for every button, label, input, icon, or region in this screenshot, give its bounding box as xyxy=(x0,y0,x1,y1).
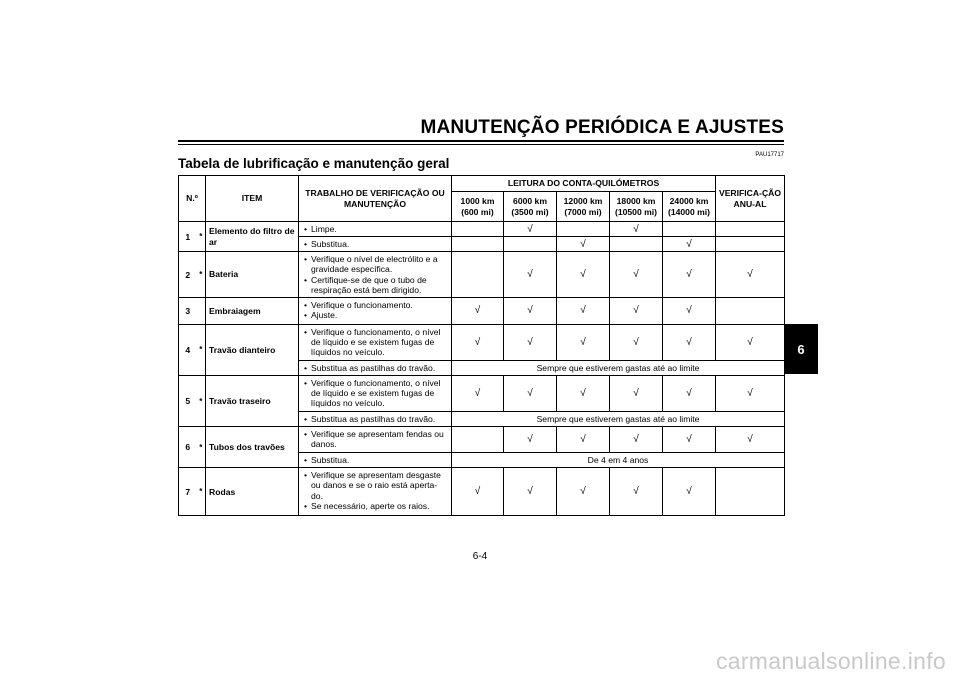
check-cell: √ xyxy=(504,427,557,453)
merged-interval: Sempre que estiverem gastas até ao limite xyxy=(452,360,785,375)
check-cell: √ xyxy=(504,222,557,237)
col-header-work: TRABALHO DE VERIFICAÇÃO OU MANUTENÇÃO xyxy=(299,176,452,222)
row-number: 5 xyxy=(179,375,197,426)
row-star xyxy=(197,297,206,324)
row-work xyxy=(299,222,452,237)
check-cell: √ xyxy=(452,324,504,360)
work-bullet: • Verifique o nível de electrólito e a gravidade específica. xyxy=(311,254,448,274)
check-cell xyxy=(716,237,785,252)
row-item: Embraiagem xyxy=(206,297,299,324)
check-cell: √ xyxy=(663,297,716,324)
row-work xyxy=(299,453,452,468)
table-row xyxy=(179,375,785,411)
page-number: 6-4 xyxy=(472,551,488,562)
mi-value: (7000 mi) xyxy=(564,206,602,217)
work-bullet: • Verifique se apresentam desgaste ou danos e se o raio está aperta-do. xyxy=(311,470,448,500)
row-work xyxy=(299,252,452,298)
check-cell: √ xyxy=(663,252,716,298)
col-header-no: N.º xyxy=(179,176,206,222)
row-item: Elemento do filtro de ar xyxy=(206,222,299,252)
work-bullet: • Certifique-se de que o tubo de respiração está bem dirigido. xyxy=(311,275,448,295)
check-cell: √ xyxy=(663,375,716,411)
col-header-km xyxy=(557,192,610,222)
check-cell xyxy=(557,222,610,237)
work-bullet: • Verifique o funcionamento. xyxy=(311,300,448,310)
check-cell xyxy=(452,427,504,453)
row-work xyxy=(299,411,452,426)
km-value: 18000 km xyxy=(616,196,656,207)
merged-interval: Sempre que estiverem gastas até ao limite xyxy=(452,411,785,426)
check-cell: √ xyxy=(504,375,557,411)
check-cell: √ xyxy=(557,468,610,516)
chapter-tab: 6 xyxy=(784,324,818,374)
table-row xyxy=(179,297,785,324)
work-bullet: • Limpe. xyxy=(311,224,448,234)
row-star: * xyxy=(197,222,206,252)
km-value: 24000 km xyxy=(669,196,709,207)
check-cell xyxy=(504,237,557,252)
row-star: * xyxy=(197,468,206,516)
work-bullet: • Substitua. xyxy=(311,455,448,465)
row-number: 2 xyxy=(179,252,197,298)
row-item: Tubos dos travões xyxy=(206,427,299,468)
check-cell xyxy=(716,468,785,516)
check-cell: √ xyxy=(504,252,557,298)
check-cell: √ xyxy=(504,468,557,516)
col-header-km xyxy=(610,192,663,222)
check-cell: √ xyxy=(557,375,610,411)
row-number: 4 xyxy=(179,324,197,375)
check-cell: √ xyxy=(610,427,663,453)
table-row xyxy=(179,252,785,298)
col-header-odometer: LEITURA DO CONTA-QUILÓMETROS xyxy=(452,176,716,192)
check-cell: √ xyxy=(663,468,716,516)
check-cell xyxy=(716,222,785,237)
check-cell: √ xyxy=(452,297,504,324)
watermark: carmanualsonline.info xyxy=(715,648,946,674)
row-work xyxy=(299,360,452,375)
check-cell: √ xyxy=(610,252,663,298)
check-cell: √ xyxy=(557,324,610,360)
check-cell xyxy=(452,252,504,298)
check-cell xyxy=(716,297,785,324)
check-cell: √ xyxy=(663,427,716,453)
check-cell: √ xyxy=(557,297,610,324)
page-header-title: MANUTENÇÃO PERIÓDICA E AJUSTES xyxy=(420,117,784,138)
check-cell: √ xyxy=(452,468,504,516)
row-star: * xyxy=(197,427,206,468)
row-star: * xyxy=(197,375,206,426)
check-cell: √ xyxy=(610,297,663,324)
row-item: Travão traseiro xyxy=(206,375,299,426)
check-cell: √ xyxy=(610,222,663,237)
col-header-annual: VERIFICA-ÇÃO ANU-AL xyxy=(716,176,785,222)
row-work xyxy=(299,324,452,360)
check-cell: √ xyxy=(610,375,663,411)
check-cell xyxy=(663,222,716,237)
check-cell: √ xyxy=(504,297,557,324)
table-row xyxy=(179,427,785,453)
row-item: Bateria xyxy=(206,252,299,298)
row-star: * xyxy=(197,324,206,375)
section-code: PAU17717 xyxy=(755,152,784,158)
table-row xyxy=(179,324,785,360)
row-work xyxy=(299,237,452,252)
row-number: 3 xyxy=(179,297,197,324)
check-cell: √ xyxy=(610,324,663,360)
table-row xyxy=(179,468,785,516)
row-work xyxy=(299,468,452,516)
mi-value: (3500 mi) xyxy=(511,206,549,217)
check-cell: √ xyxy=(610,468,663,516)
km-value: 1000 km xyxy=(460,196,495,207)
col-header-km xyxy=(504,192,557,222)
check-cell: √ xyxy=(557,427,610,453)
col-header-km xyxy=(663,192,716,222)
check-cell xyxy=(610,237,663,252)
mi-value: (600 mi) xyxy=(461,206,494,217)
row-number: 1 xyxy=(179,222,197,252)
work-bullet: • Substitua as pastilhas do travão. xyxy=(311,414,448,424)
check-cell: √ xyxy=(557,237,610,252)
km-value: 12000 km xyxy=(563,196,603,207)
work-bullet: • Verifique o funcionamento, o nível de líquido e se existem fugas de líquidos no veículo. xyxy=(311,378,448,408)
check-cell: √ xyxy=(504,324,557,360)
work-bullet: • Ajuste. xyxy=(311,310,448,320)
row-work xyxy=(299,427,452,453)
check-cell: √ xyxy=(716,252,785,298)
check-cell: √ xyxy=(716,324,785,360)
work-bullet: • Se necessário, aperte os raios. xyxy=(311,501,448,511)
work-bullet: • Verifique se apresentam fendas ou danos. xyxy=(311,429,448,449)
table-row xyxy=(179,222,785,237)
header-rule-thin xyxy=(178,144,784,145)
row-item: Travão dianteiro xyxy=(206,324,299,375)
km-value: 6000 km xyxy=(513,196,547,207)
header-rule-thick xyxy=(178,140,784,142)
maintenance-table xyxy=(178,175,785,516)
check-cell: √ xyxy=(716,427,785,453)
row-star: * xyxy=(197,252,206,298)
check-cell: √ xyxy=(663,237,716,252)
work-bullet: • Substitua as pastilhas do travão. xyxy=(311,363,448,373)
work-bullet: • Verifique o funcionamento, o nível de líquido e se existem fugas de líquidos no veículo. xyxy=(311,327,448,357)
check-cell xyxy=(452,222,504,237)
mi-value: (10500 mi) xyxy=(614,206,658,217)
check-cell xyxy=(452,237,504,252)
row-number: 6 xyxy=(179,427,197,468)
check-cell: √ xyxy=(452,375,504,411)
work-bullet: • Substitua. xyxy=(311,239,448,249)
check-cell: √ xyxy=(663,324,716,360)
row-item: Rodas xyxy=(206,468,299,516)
mi-value: (14000 mi) xyxy=(667,206,711,217)
row-work xyxy=(299,297,452,324)
check-cell: √ xyxy=(557,252,610,298)
check-cell: √ xyxy=(716,375,785,411)
row-work xyxy=(299,375,452,411)
col-header-km xyxy=(452,192,504,222)
merged-interval: De 4 em 4 anos xyxy=(452,453,785,468)
row-number: 7 xyxy=(179,468,197,516)
col-header-item: ITEM xyxy=(206,176,299,222)
table-title: Tabela de lubrificação e manutenção geral xyxy=(178,156,450,171)
